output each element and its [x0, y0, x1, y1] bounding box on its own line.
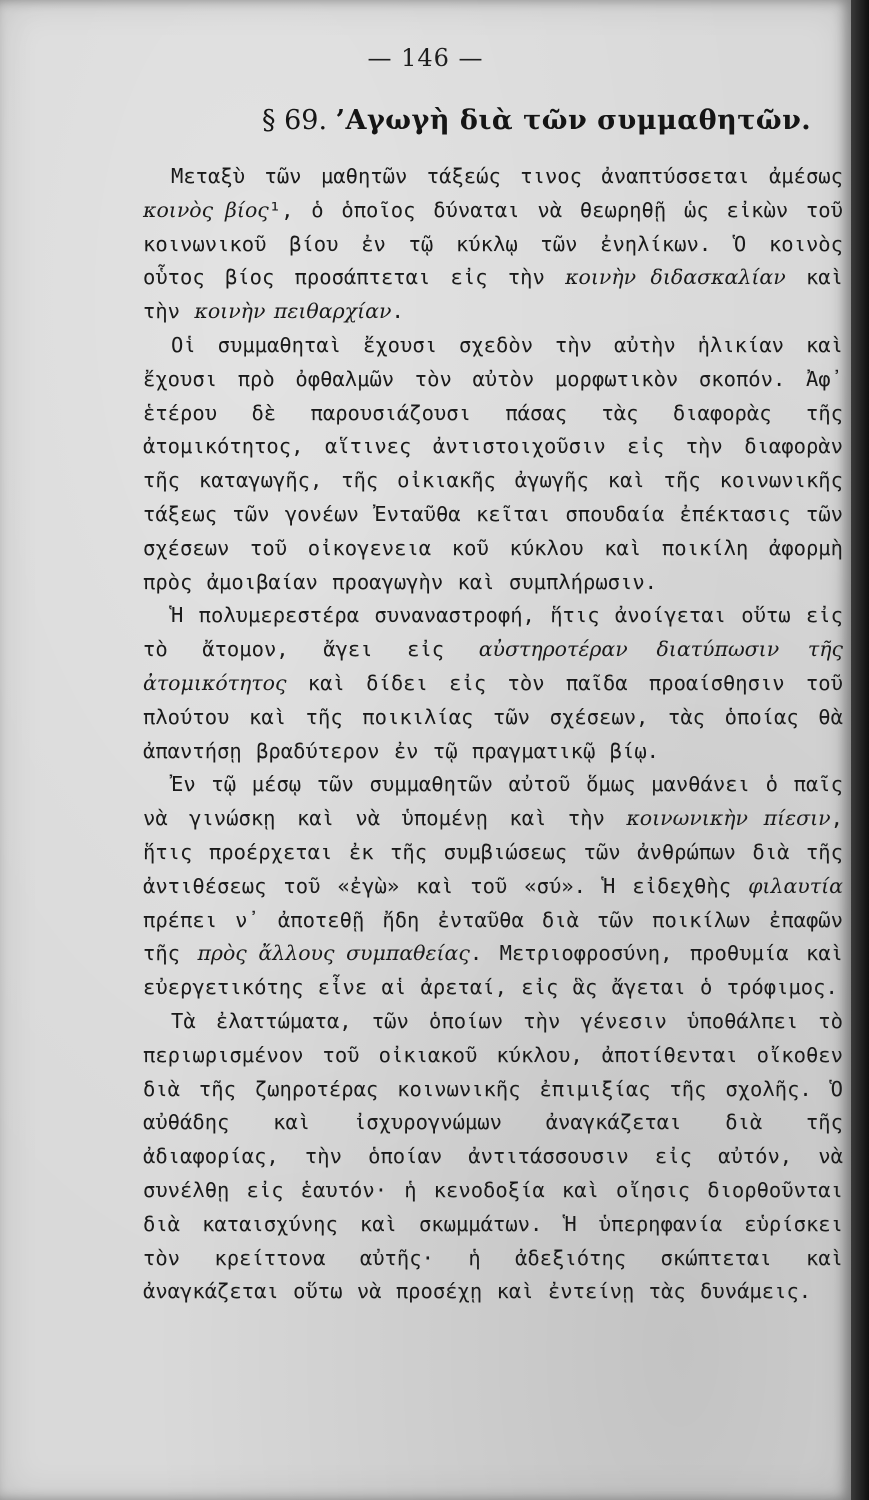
text-run: καὶ τὴν	[143, 265, 843, 324]
paragraph	[143, 768, 843, 1005]
text-run: Ἐν τῷ μέσῳ τῶν συμμαθητῶν αὐτοῦ ὅμως μανθάνει ὁ παῖς νὰ γινώσκῃ καὶ νὰ ὑπομένῃ καὶ τὴν	[143, 772, 843, 831]
text-run: . Μετριοφροσύνη, προθυμία καὶ εὐεργετικότης εἶνε αἱ ἀρεταί, εἰς ἃς ἄγεται ὁ τρόφιμος.	[143, 941, 843, 1000]
text-run: Οἱ συμμαθηταὶ ἔχουσι σχεδὸν τὴν αὐτὴν ἡλικίαν καὶ ἔχουσι πρὸ ὀφθαλμῶν τὸν αὐτὸν μορφωτικὸν σκοπόν. Ἀφ᾽ ἑτέρου δὲ παρουσιάζουσι πάσας τὰς διαφορὰς τῆς ἀτομικότητος, αἵτινες ἀντιστοιχοῦσιν εἰς τὴν διαφορὰν τῆς καταγωγῆς, τῆς οἰκιακῆς ἀγωγῆς καὶ τῆς κοινωνικῆς τάξεως τῶν γονέων Ἐνταῦθα κεῖται σπουδαία ἐπέκτασις τῶν σχέσεων τοῦ οἰκογενεια κοῦ κύκλου καὶ ποικίλη ἀφορμὴ πρὸς ἀμοιβαίαν προαγωγὴν καὶ συμπλήρωσιν.	[143, 332, 843, 594]
section-number: § 69.	[262, 105, 328, 136]
text-run: πρέπει ν᾽ ἀποτεθῇ ἤδη ἐνταῦθα διὰ τῶν ποικίλων ἐπαφῶν τῆς	[143, 907, 843, 966]
emphasized-text: κοινὴν πειθαρχίαν	[194, 299, 392, 324]
text-run: Ἡ πολυμερεστέρα συναναστροφή, ἥτις ἀνοίγεται οὕτω εἰς τὸ ἄτομον, ἄγει εἰς	[143, 603, 843, 662]
text-run: , ἥτις προέρχεται ἐκ τῆς συμβιώσεως τῶν ἀνθρώπων διὰ τῆς ἀντιθέσεως τοῦ «ἐγὼ» καὶ τοῦ «σύ». Ἡ εἰδεχθὴς	[143, 806, 843, 898]
paragraph	[143, 599, 843, 768]
paragraph	[143, 160, 843, 329]
section-title: ’Αγωγὴ διὰ τῶν συμμαθητῶν.	[335, 105, 812, 136]
section-heading	[262, 105, 811, 136]
emphasized-text: πρὸς ἄλλους συμπαθείας	[197, 941, 470, 966]
paragraph	[143, 329, 843, 599]
page-edge-shadow	[851, 0, 869, 1500]
text-run: Τὰ ἐλαττώματα, τῶν ὁποίων τὴν γένεσιν ὑποθάλπει τὸ περιωρισμένον τοῦ οἰκιακοῦ κύκλου, ἀποτίθενται οἴκοθεν διὰ τῆς ζωηροτέρας κοινωνικῆς ἐπιμιξίας τῆς σχολῆς. Ὁ αὐθάδης καὶ ἰσχυρογνώμων ἀναγκάζεται διὰ τῆς ἀδιαφορίας, τὴν ὁποίαν ἀντιτάσσουσιν εἰς αὐτόν, νὰ συνέλθῃ εἰς ἑαυτόν· ἡ κενοδοξία καὶ οἴησις διορθοῦνται διὰ καταισχύνης καὶ σκωμμάτων. Ἡ ὑπερηφανία εὑρίσκει τὸν κρείττονα αὐτῆς· ἡ ἀδεξιότης σκώπτεται καὶ ἀναγκάζεται οὕτω νὰ προσέχῃ καὶ ἐντείνῃ τὰς δυνάμεις.	[143, 1008, 843, 1304]
emphasized-text: αὐστηροτέραν διατύπωσιν τῆς ἀτομικότητος	[143, 637, 843, 695]
body-text	[143, 160, 843, 1309]
text-run: καὶ δίδει εἰς τὸν παῖδα προαίσθησιν τοῦ πλούτου καὶ τῆς ποικιλίας τῶν σχέσεων, τὰς ὁποίας θὰ ἀπαντήσῃ βραδύτερον ἐν τῷ πραγματικῷ βίῳ.	[143, 670, 843, 763]
text-run: ¹, ὁ ὁποῖος δύναται νὰ θεωρηθῇ ὡς εἰκὼν τοῦ κοινωνικοῦ βίου ἐν τῷ κύκλῳ τῶν ἐνηλίκων. Ὁ κοινὸς οὗτος βίος προσάπτεται εἰς τὴν	[143, 197, 843, 290]
text-run: .	[391, 299, 404, 324]
emphasized-text: κοινὸς βίος	[143, 197, 269, 222]
emphasized-text: φιλαυτία	[748, 873, 843, 898]
emphasized-text: κοινὴν διδασκαλίαν	[565, 265, 786, 290]
emphasized-text: κοινωνικὴν πίεσιν	[626, 806, 831, 831]
paragraph	[143, 1005, 843, 1309]
page-number: — 146 —	[367, 44, 484, 72]
text-run: Μεταξὺ τῶν μαθητῶν τάξεώς τινος ἀναπτύσσεται ἀμέσως	[171, 164, 843, 188]
